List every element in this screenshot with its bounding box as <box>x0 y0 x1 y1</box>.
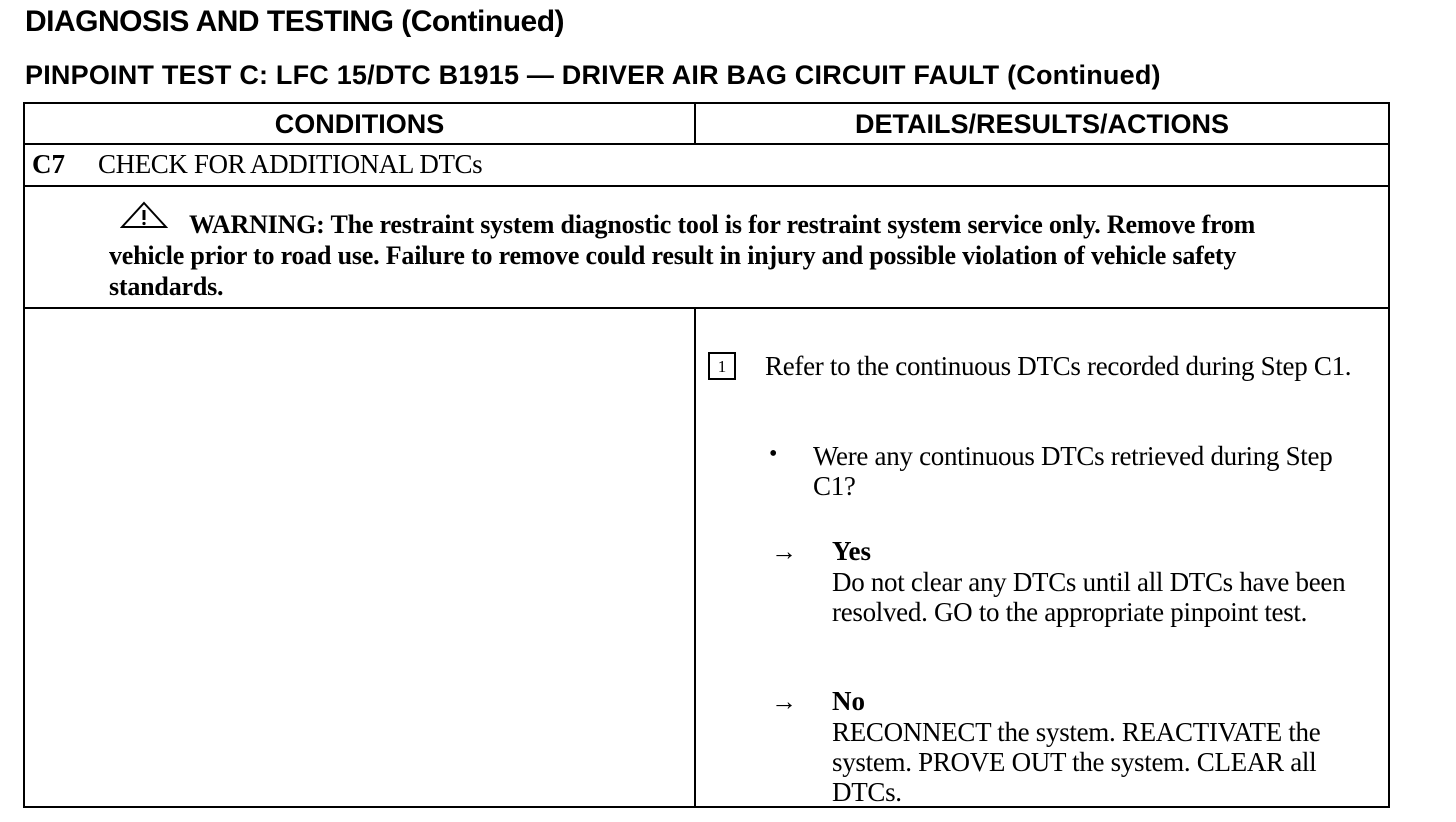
outcome-no-text: RECONNECT the system. REACTIVATE the system. PROVE OUT the system. CLEAR all DTCs. <box>832 717 1321 807</box>
table-header-row <box>25 104 1388 145</box>
step-number-box: 1 <box>708 352 736 380</box>
pinpoint-test-title: PINPOINT TEST C: LFC 15/DTC B1915 — DRIVER AIR BAG CIRCUIT FAULT (Continued) <box>25 60 1161 90</box>
column-header-conditions: CONDITIONS <box>25 104 696 143</box>
warning-row <box>25 187 1388 309</box>
outcome-yes-label: Yes <box>832 536 871 566</box>
arrow-right-icon: → <box>771 537 797 566</box>
outcome-no-label: No <box>832 686 865 716</box>
step-id: C7 <box>32 149 65 179</box>
warning-text: WARNING: The restraint system diagnostic tool is for restraint system service only. Remove from vehicle prior to road use. Failure to remove could result in injury and possible violation of vehicle safety standards. <box>109 210 1256 301</box>
bullet: • <box>769 441 778 467</box>
column-header-details: DETAILS/RESULTS/ACTIONS <box>854 109 1229 139</box>
step-title: CHECK FOR ADDITIONAL DTCs <box>98 149 483 179</box>
pinpoint-test-table <box>23 102 1390 808</box>
instruction-text: Refer to the continuous DTCs recorded during Step C1. <box>765 351 1352 381</box>
step-row <box>25 145 1388 187</box>
page-title: DIAGNOSIS AND TESTING (Continued) <box>25 5 565 38</box>
outcome-yes-text: Do not clear any DTCs until all DTCs have been resolved. GO to the appropriate pinpoint test. <box>832 567 1346 627</box>
question-text: Were any continuous DTCs retrieved during Step C1? <box>813 441 1333 501</box>
arrow-right-icon: → <box>771 687 797 716</box>
details-cell <box>696 309 1388 806</box>
conditions-cell <box>25 309 696 806</box>
